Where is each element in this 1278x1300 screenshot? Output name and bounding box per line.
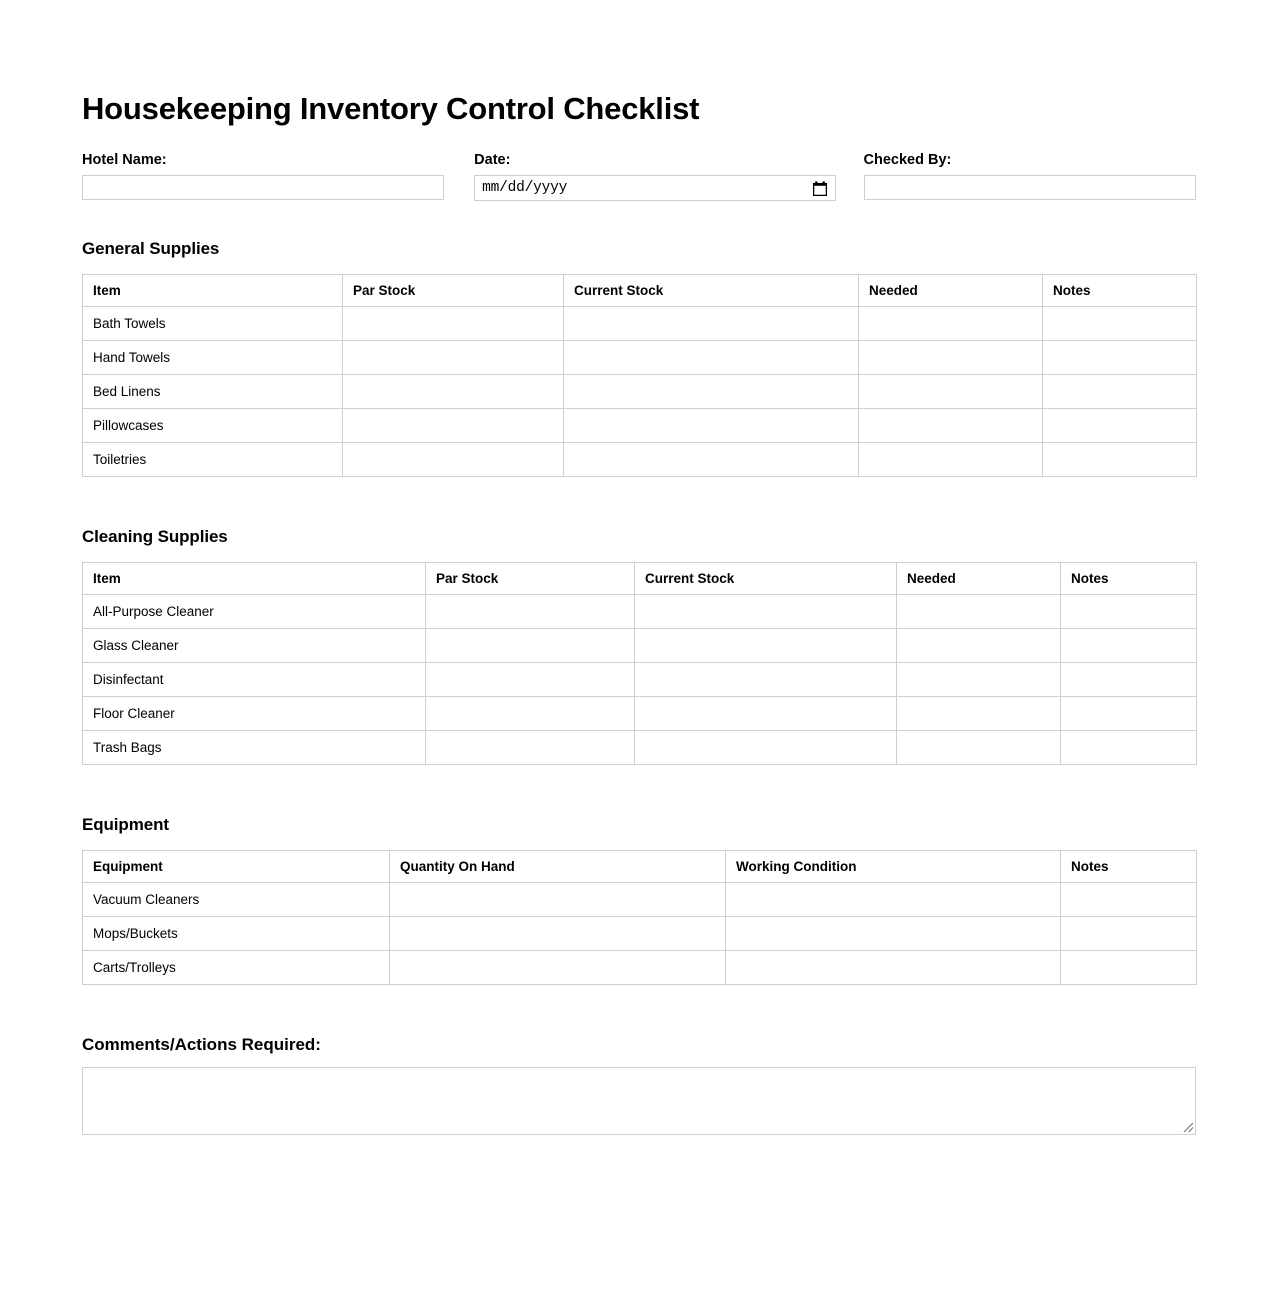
cell-current-stock[interactable] [564, 341, 859, 375]
column-header-working-condition: Working Condition [726, 851, 1061, 883]
table-row [83, 595, 1197, 629]
cell-notes[interactable] [1061, 663, 1197, 697]
cell-needed[interactable] [897, 663, 1061, 697]
cell-item: Trash Bags [83, 731, 426, 765]
cell-par-stock[interactable] [343, 341, 564, 375]
table-row [83, 629, 1197, 663]
column-header-needed: Needed [897, 563, 1061, 595]
table-header-row [83, 275, 1197, 307]
cell-needed[interactable] [897, 697, 1061, 731]
cell-quantity-on-hand[interactable] [390, 917, 726, 951]
cell-current-stock[interactable] [635, 629, 897, 663]
spacer [444, 152, 474, 201]
table-row [83, 443, 1197, 477]
comments-label: Comments/Actions Required: [82, 1035, 321, 1055]
column-header-needed: Needed [859, 275, 1043, 307]
cleaning-supplies-table [82, 562, 1197, 765]
cell-needed[interactable] [859, 341, 1043, 375]
checked-by-label: Checked By: [863, 152, 952, 169]
cell-item: All-Purpose Cleaner [83, 595, 426, 629]
cell-notes[interactable] [1061, 951, 1197, 985]
cell-par-stock[interactable] [426, 697, 635, 731]
cell-notes[interactable] [1061, 883, 1197, 917]
date-label: Date: [474, 152, 511, 169]
cell-item: Pillowcases [83, 409, 343, 443]
date-field-group [474, 152, 836, 201]
table-row [83, 663, 1197, 697]
cell-current-stock[interactable] [635, 697, 897, 731]
section-general-supplies [82, 239, 1196, 477]
table-row [83, 307, 1197, 341]
cell-current-stock[interactable] [564, 409, 859, 443]
cell-needed[interactable] [859, 375, 1043, 409]
cell-notes[interactable] [1043, 307, 1197, 341]
cell-needed[interactable] [859, 409, 1043, 443]
cell-par-stock[interactable] [426, 663, 635, 697]
comments-textarea[interactable] [82, 1067, 1196, 1135]
section-equipment [82, 815, 1196, 985]
cell-equipment: Mops/Buckets [83, 917, 390, 951]
hotel-name-label: Hotel Name: [82, 152, 167, 169]
cell-working-condition[interactable] [726, 883, 1061, 917]
section-title-general-supplies: General Supplies [82, 239, 220, 259]
column-header-item: Item [83, 563, 426, 595]
cell-notes[interactable] [1061, 595, 1197, 629]
table-row [83, 375, 1197, 409]
cell-needed[interactable] [859, 307, 1043, 341]
cell-par-stock[interactable] [343, 307, 564, 341]
table-header-row [83, 563, 1197, 595]
section-title-cleaning-supplies: Cleaning Supplies [82, 527, 228, 547]
cell-equipment: Carts/Trolleys [83, 951, 390, 985]
cell-quantity-on-hand[interactable] [390, 951, 726, 985]
cell-notes[interactable] [1043, 409, 1197, 443]
cell-item: Glass Cleaner [83, 629, 426, 663]
comments-section [82, 1035, 1196, 1135]
hotel-name-field-group [82, 152, 444, 201]
table-row [83, 951, 1197, 985]
general-supplies-table [82, 274, 1197, 477]
cell-par-stock[interactable] [426, 731, 635, 765]
column-header-notes: Notes [1061, 563, 1197, 595]
table-row [83, 883, 1197, 917]
table-row [83, 409, 1197, 443]
spacer [836, 152, 863, 201]
cell-item: Bed Linens [83, 375, 343, 409]
cell-item: Bath Towels [83, 307, 343, 341]
cell-item: Floor Cleaner [83, 697, 426, 731]
cell-notes[interactable] [1061, 917, 1197, 951]
cell-par-stock[interactable] [343, 375, 564, 409]
page-title: Housekeeping Inventory Control Checklist [82, 91, 700, 126]
cell-current-stock[interactable] [635, 595, 897, 629]
cell-par-stock[interactable] [426, 629, 635, 663]
cell-equipment: Vacuum Cleaners [83, 883, 390, 917]
table-header-row [83, 851, 1197, 883]
cell-needed[interactable] [859, 443, 1043, 477]
column-header-item: Item [83, 275, 343, 307]
table-row [83, 917, 1197, 951]
cell-notes[interactable] [1043, 375, 1197, 409]
cell-item: Hand Towels [83, 341, 343, 375]
column-header-current-stock: Current Stock [635, 563, 897, 595]
column-header-equipment: Equipment [83, 851, 390, 883]
cell-notes[interactable] [1061, 731, 1197, 765]
cell-current-stock[interactable] [564, 307, 859, 341]
checked-by-input[interactable] [864, 175, 1197, 200]
cell-par-stock[interactable] [426, 595, 635, 629]
date-placeholder-text: mm/dd/yyyy [482, 180, 568, 197]
table-row [83, 341, 1197, 375]
cell-needed[interactable] [897, 629, 1061, 663]
hotel-name-input[interactable] [82, 175, 444, 200]
cell-current-stock[interactable] [564, 375, 859, 409]
cell-notes[interactable] [1043, 443, 1197, 477]
cell-notes[interactable] [1061, 697, 1197, 731]
column-header-quantity-on-hand: Quantity On Hand [390, 851, 726, 883]
cell-working-condition[interactable] [726, 917, 1061, 951]
date-input[interactable] [474, 175, 836, 201]
cell-item: Toiletries [83, 443, 343, 477]
cell-notes[interactable] [1043, 341, 1197, 375]
column-header-par-stock: Par Stock [343, 275, 564, 307]
column-header-notes: Notes [1043, 275, 1197, 307]
cell-current-stock[interactable] [564, 443, 859, 477]
table-row [83, 731, 1197, 765]
cell-par-stock[interactable] [343, 443, 564, 477]
cell-item: Disinfectant [83, 663, 426, 697]
column-header-current-stock: Current Stock [564, 275, 859, 307]
cell-needed[interactable] [897, 731, 1061, 765]
cell-current-stock[interactable] [635, 731, 897, 765]
calendar-icon[interactable] [813, 181, 827, 196]
section-title-equipment: Equipment [82, 815, 169, 835]
cell-working-condition[interactable] [726, 951, 1061, 985]
cell-needed[interactable] [897, 595, 1061, 629]
equipment-table [82, 850, 1197, 985]
checked-by-field-group [864, 152, 1197, 201]
table-row [83, 697, 1197, 731]
column-header-par-stock: Par Stock [426, 563, 635, 595]
column-header-notes: Notes [1061, 851, 1197, 883]
cell-quantity-on-hand[interactable] [390, 883, 726, 917]
form-header-fields [82, 152, 1196, 201]
cell-notes[interactable] [1061, 629, 1197, 663]
cell-par-stock[interactable] [343, 409, 564, 443]
section-cleaning-supplies [82, 527, 1196, 765]
cell-current-stock[interactable] [635, 663, 897, 697]
resize-grip-icon[interactable] [1181, 1120, 1194, 1133]
